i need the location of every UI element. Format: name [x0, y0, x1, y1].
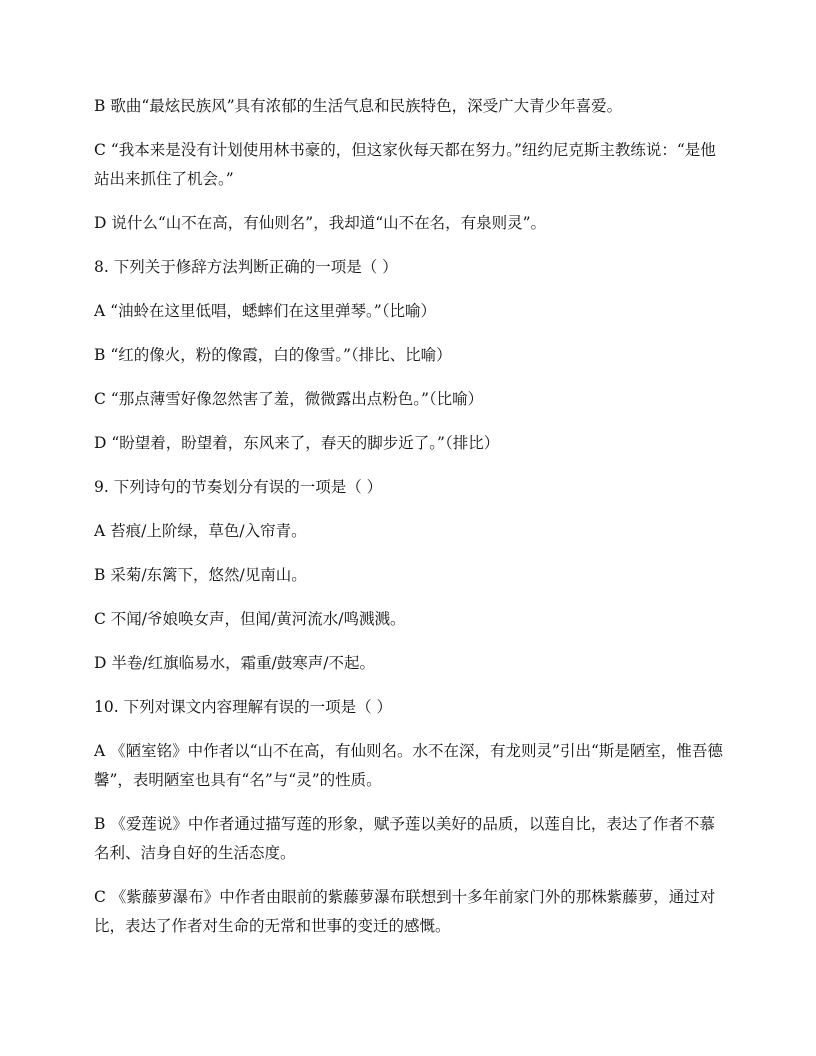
option-b-q8: B “红的像火，粉的像霞，白的像雪。”（排比、比喻） — [94, 346, 452, 364]
option-c-q9: C 不闻/爷娘唤女声，但闻/黄河流水/鸣溅溅。 — [94, 610, 406, 628]
option-d-q9: D 半卷/红旗临易水，霜重/鼓寒声/不起。 — [94, 654, 376, 672]
option-b-q10: B 《爱莲说》中作者通过描写莲的形象，赋予莲以美好的品质，以莲自比，表达了作者不慕名利、洁身自好的生活态度。 — [94, 815, 715, 862]
option-a-q10: A 《陋室铭》中作者以“山不在高，有仙则名。水不在深，有龙则灵”引出“斯是陋室，惟吾德馨”，表明陋室也具有“名”与“灵”的性质。 — [94, 742, 723, 789]
option-d-q8: D “盼望着，盼望着，东风来了，春天的脚步近了。”（排比） — [94, 434, 500, 452]
option-b-q7: B 歌曲“最炫民族风”具有浓郁的生活气息和民族特色，深受广大青少年喜爱。 — [94, 97, 623, 115]
option-c-q7: C “我本来是没有计划使用林书豪的，但这家伙每天都在努力。”纽约尼克斯主教练说：“是他站出来抓住了机会。” — [94, 141, 716, 188]
document-body — [94, 92, 726, 956]
option-a-q9: A 苔痕/上阶绿，草色/入帘青。 — [94, 522, 307, 540]
option-d-q7: D 说什么“山不在高，有仙则名”，我却道“山不在名，有泉则灵”。 — [94, 214, 547, 232]
option-c-q8: C “那点薄雪好像忽然害了羞，微微露出点粉色。”（比喻） — [94, 390, 484, 408]
option-c-q10: C 《紫藤萝瀑布》中作者由眼前的紫藤萝瀑布联想到十多年前家门外的那株紫藤萝，通过对比，表达了作者对生命的无常和世事的变迁的感慨。 — [94, 888, 716, 935]
question-10: 10. 下列对课文内容理解有误的一项是（ ） — [94, 698, 393, 716]
question-8: 8. 下列关于修辞方法判断正确的一项是（ ） — [94, 258, 398, 276]
option-a-q8: A “油蛉在这里低唱，蟋蟀们在这里弹琴。”（比喻） — [94, 302, 436, 320]
option-b-q9: B 采菊/东篱下，悠然/见南山。 — [94, 566, 307, 584]
question-9: 9. 下列诗句的节奏划分有误的一项是（ ） — [94, 478, 383, 496]
